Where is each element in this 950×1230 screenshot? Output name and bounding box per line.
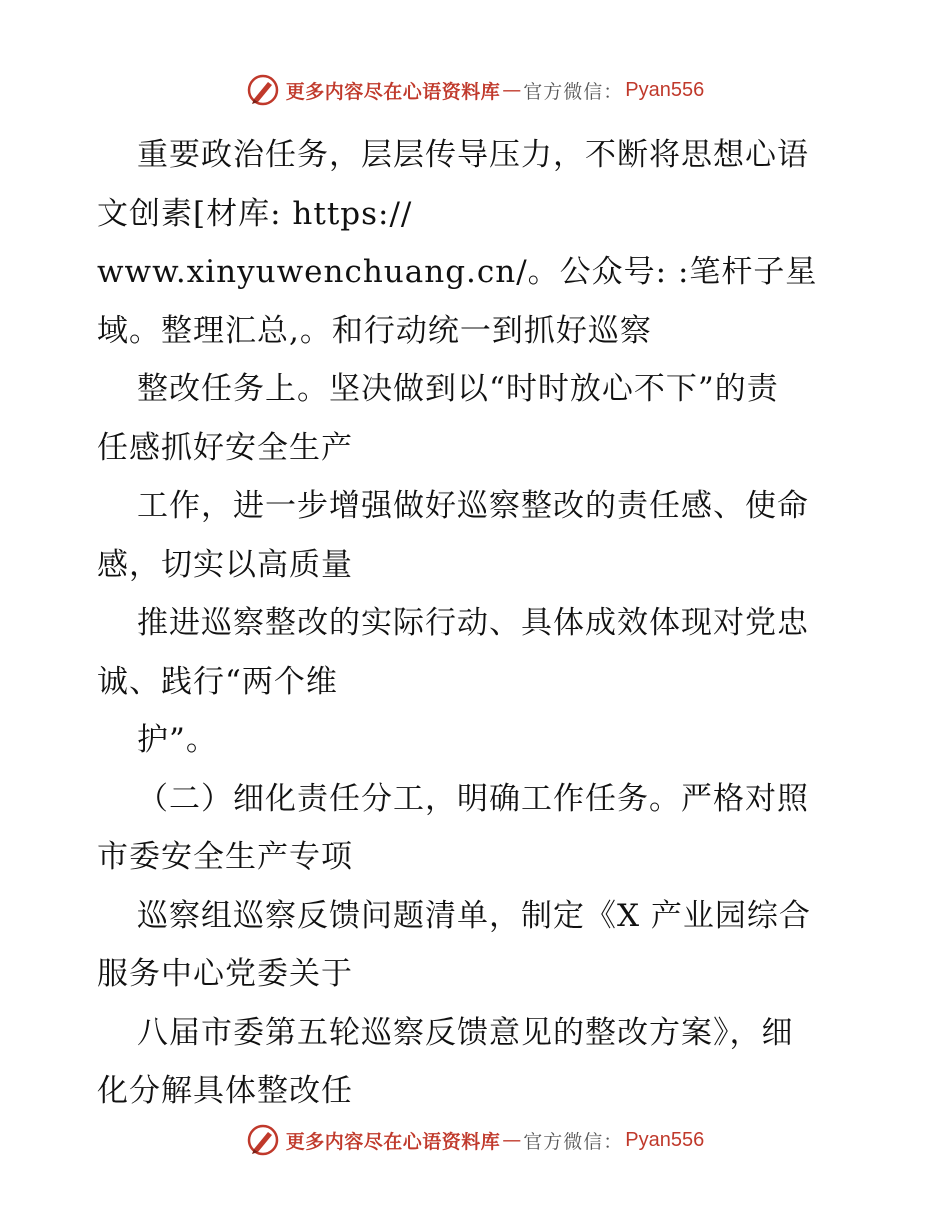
pen-logo-icon	[246, 1123, 280, 1157]
footer-separator: —	[502, 1129, 522, 1151]
body-line: 八届市委第五轮巡察反馈意见的整改方案》，细	[137, 1014, 794, 1051]
footer-brand: 更多内容尽在心语资料库	[285, 1130, 501, 1153]
footer-banner	[0, 1120, 950, 1160]
body-line: 工作，进一步增强做好巡察整改的责任感、使命	[137, 488, 809, 524]
footer-wechat-id: Pyan556	[625, 1128, 705, 1151]
body-line: 护”。	[137, 722, 218, 758]
body-line: 任感抓好安全生产	[97, 429, 353, 466]
body-line: 服务中心党委关于	[97, 956, 353, 992]
body-line: 感，切实以高质量	[97, 546, 353, 583]
header-separator: —	[502, 79, 522, 101]
pen-logo-icon	[246, 73, 280, 107]
body-line: 域。整理汇总,。和行动统一到抓好巡察	[97, 312, 652, 349]
body-line: 市委安全生产专项	[97, 839, 353, 875]
body-line: （二）细化责任分工，明确工作任务。严格对照	[137, 780, 809, 817]
header-banner	[0, 70, 950, 110]
body-line: 诚、践行“两个维	[97, 663, 338, 700]
body-line: 文创素[材库: https://	[97, 195, 413, 232]
footer-official-label: 官方微信：	[523, 1130, 624, 1153]
body-line: 推进巡察整改的实际行动、具体成效体现对党忠	[137, 605, 809, 641]
body-line: 巡察组巡察反馈问题清单，制定《X 产业园综合	[137, 897, 811, 934]
body-line: www.xinyuwenchuang.cn/。公众号: :笔杆子星	[97, 254, 818, 290]
document-body	[97, 126, 857, 1121]
header-brand: 更多内容尽在心语资料库	[285, 80, 501, 103]
body-line: 整改任务上。坚决做到以“时时放心不下”的责	[137, 371, 779, 407]
header-official-label: 官方微信：	[523, 80, 624, 103]
body-line: 化分解具体整改任	[97, 1073, 353, 1109]
header-wechat-id: Pyan556	[625, 78, 705, 101]
body-line: 重要政治任务，层层传导压力，不断将思想心语	[137, 137, 809, 173]
